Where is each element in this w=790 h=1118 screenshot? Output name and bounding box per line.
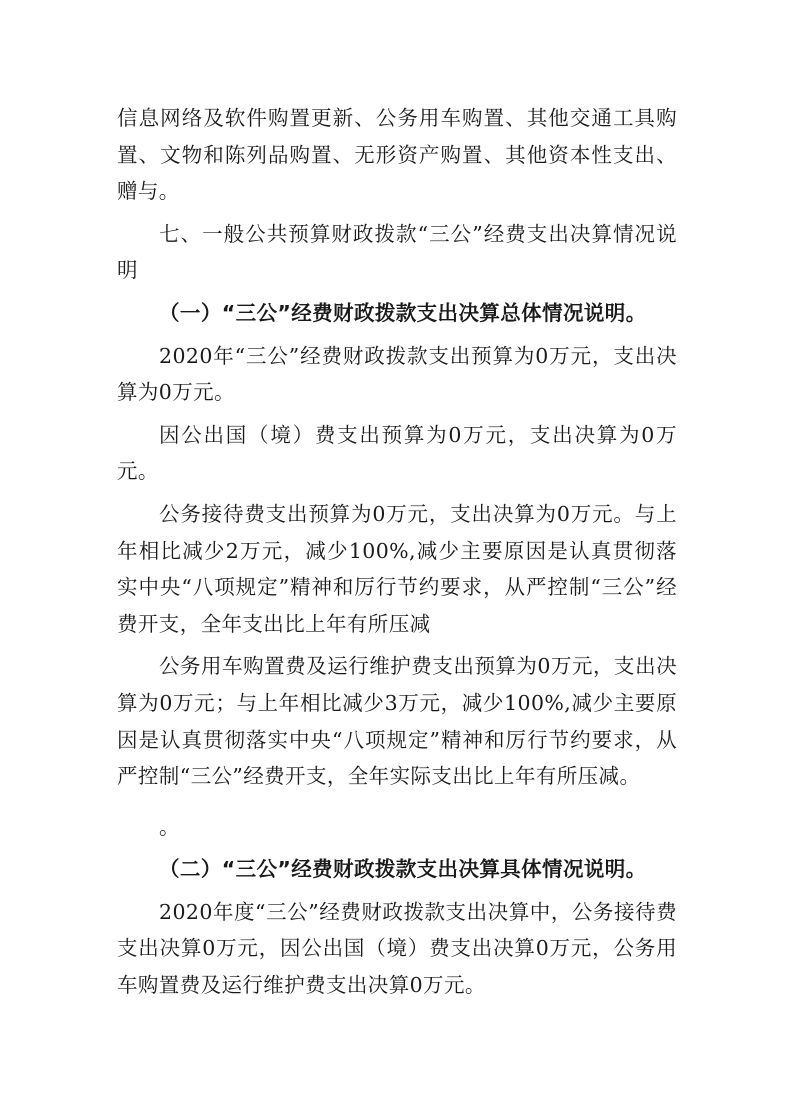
subsection-heading-two: （二）“三公”经费财政拨款支出决算具体情况说明。 bbox=[159, 857, 647, 882]
subsection-heading-one: （一）“三公”经费财政拨款支出决算总体情况说明。 bbox=[159, 300, 647, 325]
paragraph-total-budget: 2020年“三公”经费财政拨款支出预算为0万元，支出决算为0万元。 bbox=[117, 343, 677, 405]
paragraph-overseas-travel: 因公出国（境）费支出预算为0万元，支出决算为0万元。 bbox=[117, 422, 677, 484]
paragraph-stray-period: 。 bbox=[159, 814, 180, 839]
paragraph-capital-expenditure-continued: 信息网络及软件购置更新、公务用车购置、其他交通工具购置、文物和陈列品购置、无形资产购置、其他资本性支出、赠与。 bbox=[117, 106, 677, 204]
section-heading-seven: 七、一般公共预算财政拨款“三公”经费支出决算情况说明 bbox=[117, 221, 677, 283]
paragraph-detailed-summary: 2020年度“三公”经费财政拨款支出决算中，公务接待费支出决算0万元，因公出国（境）费支出决算0万元，公务用车购置费及运行维护费支出决算0万元。 bbox=[117, 899, 677, 998]
paragraph-official-vehicles: 公务用车购置费及运行维护费支出预算为0万元，支出决算为0万元；与上年相比减少3万元，减少100%,减少主要原因是认真贯彻落实中央“八项规定”精神和厉行节约要求，从严控制“三公”经费开支，全年实际支出比上年有所压减。 bbox=[117, 654, 677, 789]
paragraph-official-reception: 公务接待费支出预算为0万元，支出决算为0万元。与上年相比减少2万元，减少100%,减少主要原因是认真贯彻落实中央“八项规定”精神和厉行节约要求，从严控制“三公”经费开支，全年支出比上年有所压减 bbox=[117, 501, 677, 636]
document-body bbox=[117, 100, 677, 1004]
